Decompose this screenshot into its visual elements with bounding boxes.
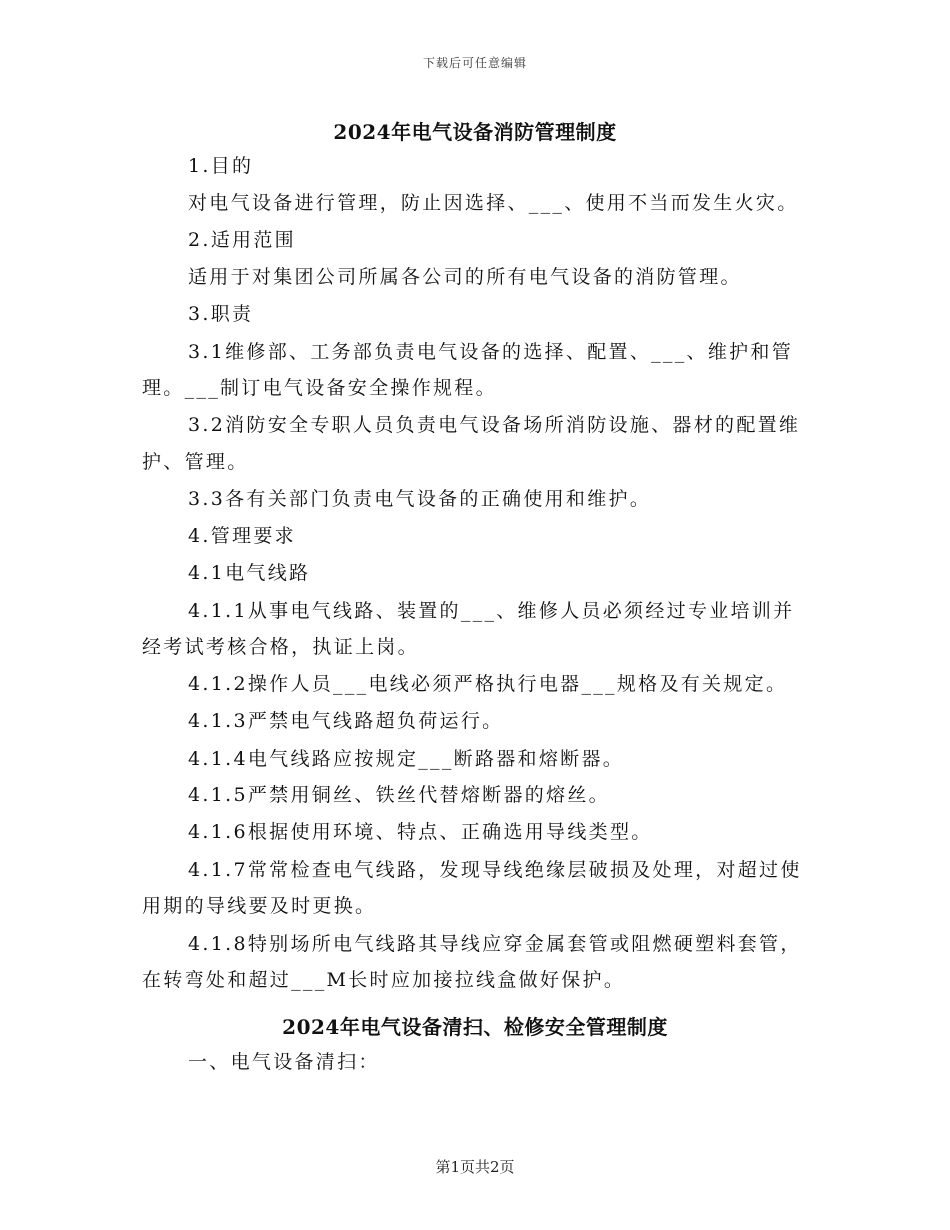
paragraph-line: 2.适用范围: [188, 229, 296, 251]
paragraph-line: 对电气设备进行管理，防止因选择、___、使用不当而发生火灾。: [188, 192, 799, 214]
paragraph-line: 3.1维修部、工务部负责电气设备的选择、配置、___、维护和管: [188, 341, 794, 363]
paragraph-line: 4.1.7常常检查电气线路，发现导线绝缘层破损及处理，对超过使: [188, 859, 802, 881]
paragraph-line: 适用于对集团公司所属各公司的所有电气设备的消防管理。: [188, 266, 742, 288]
paragraph-line: 4.管理要求: [188, 525, 296, 547]
page-footer: 第1页共2页: [435, 1158, 515, 1176]
document-title: 2024年电气设备消防管理制度: [333, 120, 617, 144]
paragraph-line: 4.1.4电气线路应按规定___断路器和熔断器。: [188, 748, 625, 770]
paragraph-line: 3.3各有关部门负责电气设备的正确使用和维护。: [188, 488, 652, 510]
paragraph-line: 用期的导线要及时更换。: [142, 895, 377, 917]
paragraph-line: 4.1.8特别场所电气线路其导线应穿金属套管或阻燃硬塑料套管，: [188, 933, 802, 955]
paragraph-line: 一、电气设备清扫：: [188, 1051, 380, 1073]
paragraph-line: 4.1电气线路: [188, 562, 311, 584]
section-title: 2024年电气设备清扫、检修安全管理制度: [282, 1015, 668, 1039]
paragraph-line: 4.1.2操作人员___电线必须严格执行电器___规格及有关规定。: [188, 673, 788, 695]
paragraph-line: 经考试考核合格，执证上岗。: [142, 636, 419, 658]
paragraph-line: 4.1.1从事电气线路、装置的___、维修人员必须经过专业培训并: [188, 600, 795, 622]
paragraph-line: 理。___制订电气设备安全操作规程。: [142, 377, 497, 399]
header-note: 下载后可任意编辑: [422, 56, 527, 70]
paragraph-line: 3.职责: [188, 303, 254, 325]
paragraph-line: 4.1.5严禁用铜丝、铁丝代替熔断器的熔丝。: [188, 784, 610, 806]
paragraph-line: 3.2消防安全专职人员负责电气设备场所消防设施、器材的配置维: [188, 414, 801, 436]
paragraph-line: 1.目的: [188, 155, 254, 177]
paragraph-line: 4.1.6根据使用环境、特点、正确选用导线类型。: [188, 821, 653, 843]
paragraph-line: 4.1.3严禁电气线路超负荷运行。: [188, 710, 504, 732]
paragraph-line: 护、管理。: [142, 451, 249, 473]
paragraph-line: 在转弯处和超过___M长时应加接拉线盒做好保护。: [142, 969, 626, 991]
